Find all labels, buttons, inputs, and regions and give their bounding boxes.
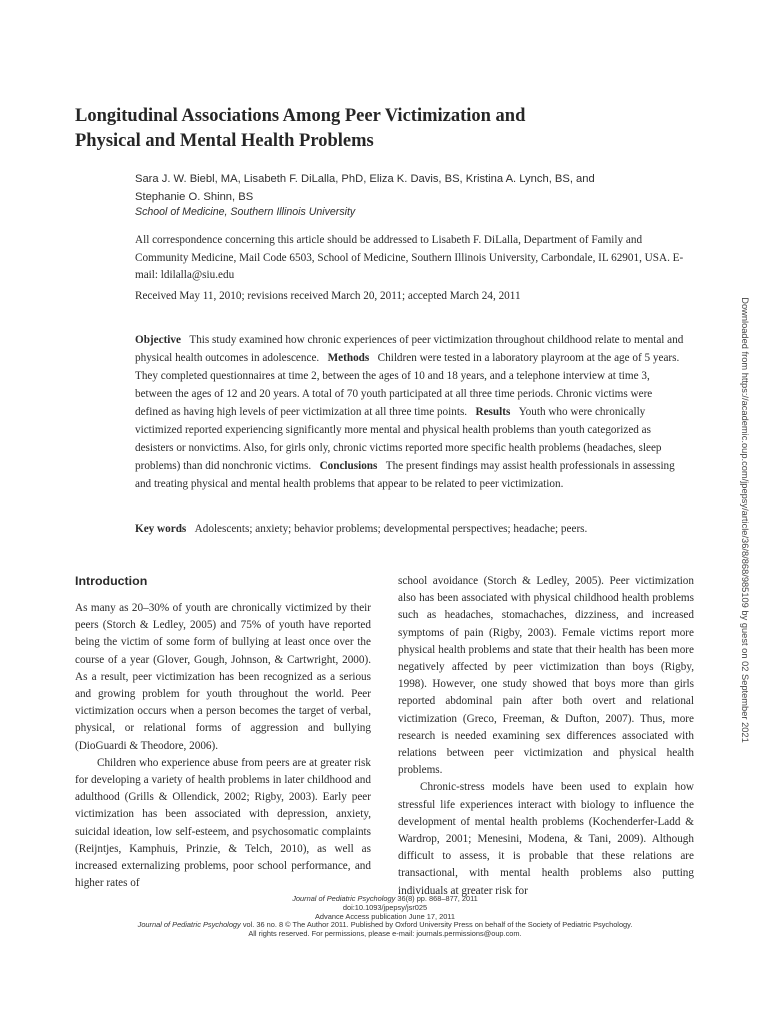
left-column: [75, 573, 371, 892]
footer-citation: 36(8) pp. 868–877, 2011: [397, 894, 478, 903]
objective-label: Objective: [135, 334, 181, 346]
journal-name: Journal of Pediatric Psychology: [292, 894, 396, 903]
correspondence-note: All correspondence concerning this article should be addressed to Lisabeth F. DiLalla, Department of Family and Community Medicine, Mail Code 6503, School of Medicine, Southern Illinois University, Carbondale, IL 62901, USA. E-mail: ldilalla@siu.edu: [135, 234, 684, 281]
conclusions-label: Conclusions: [319, 460, 378, 472]
body-paragraph: Children who experience abuse from peers are at greater risk for developing a variety of health problems in later childhood and adulthood (Grills & Ollendick, 2002; Rigby, 2003). Early peer victimization has been associated with depression, anxiety, suicidal ideation, low self-esteem, and psychosomatic complaints (Reijntjes, Kamphuis, Prinzie, & Telch, 2010), as well as increased externalizing problems, poor school performance, and higher rates of: [75, 756, 371, 890]
author-list: [135, 170, 675, 206]
footer-copyright: vol. 36 no. 8 © The Author 2011. Published by Oxford University Press on behalf of the Society of Pediatric Psychology.: [242, 920, 633, 930]
author-line: Sara J. W. Biebl, MA, Lisabeth F. DiLalla, PhD, Eliza K. Davis, BS, Kristina A. Lynch, BS, and: [135, 173, 595, 185]
objective-text: This study examined how chronic experiences of peer victimization throughout childhood relate to mental and physical health outcomes in adolescence.: [135, 334, 684, 364]
body-paragraph: school avoidance (Storch & Ledley, 2005). Peer victimization also has been associated with physical childhood health problems such as headaches, stomachaches, dizziness, and increased symptoms of pain (Rigby, 2003). Female victims report more physical health problems and state that their health has been more negatively affected by peer victimization than boys (Rigby, 1998). However, one study showed that boys more than girls reported abdominal pain after both overt and relational victimization (Greco, Freeman, & Dufton, 2007). Thus, more research is needed examining sex differences associated with relations between peer victimization and physical health problems.: [398, 575, 694, 777]
download-watermark-text: Downloaded from https://academic.oup.com/jpepsy/article/36/8/868/985109 by guest on 02 September 2021: [740, 297, 750, 743]
abstract: [135, 331, 687, 493]
journal-name: Journal of Pediatric Psychology: [137, 920, 241, 930]
keywords-label: Key words: [135, 523, 187, 535]
results-text: Youth who were chronically victimized reported experiencing significantly more mental and physical health problems than youth categorized as desisters or nonvictims. Also, for girls only, chronic victims reported more specific health problems (headaches, sleep problems) than did nonchronic victims.: [135, 406, 662, 472]
article-title: [75, 104, 675, 154]
conclusions-text: The present findings may assist health professionals in assessing and treating physical and mental health problems that appear to be related to peer victimization.: [135, 460, 675, 490]
results-label: Results: [475, 406, 511, 418]
title-line: Longitudinal Associations Among Peer Victimization and: [75, 106, 526, 126]
section-heading: Introduction: [75, 574, 148, 588]
body-paragraph: Chronic-stress models have been used to explain how stressful life experiences interact with biology to influence the development of mental health problems (Kochenderfer-Ladd & Wardrop, 2001; Menesini, Modena, & Tani, 2009). Although difficult to assess, it is probable that these relations are transactional, with mental health problems also putting individuals at greater risk for: [398, 781, 694, 897]
author-line: Stephanie O. Shinn, BS: [135, 191, 254, 203]
affiliation: School of Medicine, Southern Illinois University: [135, 206, 356, 218]
right-column: [398, 573, 694, 900]
journal-footer: [60, 895, 710, 939]
title-line: Physical and Mental Health Problems: [75, 131, 374, 151]
keywords-text: Adolescents; anxiety; behavior problems; developmental perspectives; headache; peers.: [194, 523, 588, 535]
body-paragraph: As many as 20–30% of youth are chronically victimized by their peers (Storch & Ledley, 2005) and 75% of youth have reported being the victim of some form of bullying at least once over the course of a year (Glover, Gough, Johnson, & Cartwright, 2000). As a result, peer victimization has been recognized as a serious and growing problem for youth throughout the world. Peer victimization occurs when a person becomes the target of verbal, physical, or relational forms of aggression and bullying (DioGuardi & Theodore, 2006).: [75, 602, 371, 752]
keywords: [135, 523, 687, 535]
received-dates: Received May 11, 2010; revisions received March 20, 2011; accepted March 24, 2011: [135, 290, 521, 302]
footer-rights: All rights reserved. For permissions, please e-mail: journals.permissions@oup.com.: [248, 929, 522, 939]
footer-doi: doi:10.1093/jpepsy/jsr025: [342, 902, 428, 912]
footer-advance-access: Advance Access publication June 17, 2011: [315, 911, 455, 921]
methods-label: Methods: [327, 352, 370, 364]
methods-text: Children were tested in a laboratory playroom at the age of 5 years. They completed questionnaires at time 2, between the ages of 10 and 18 years, and a telephone interview at time 3, between the ages of 12 and 20 years. A total of 70 youth participated at all three time periods. Chronic victims were defined as having high levels of peer victimization at all three time points.: [135, 352, 680, 418]
